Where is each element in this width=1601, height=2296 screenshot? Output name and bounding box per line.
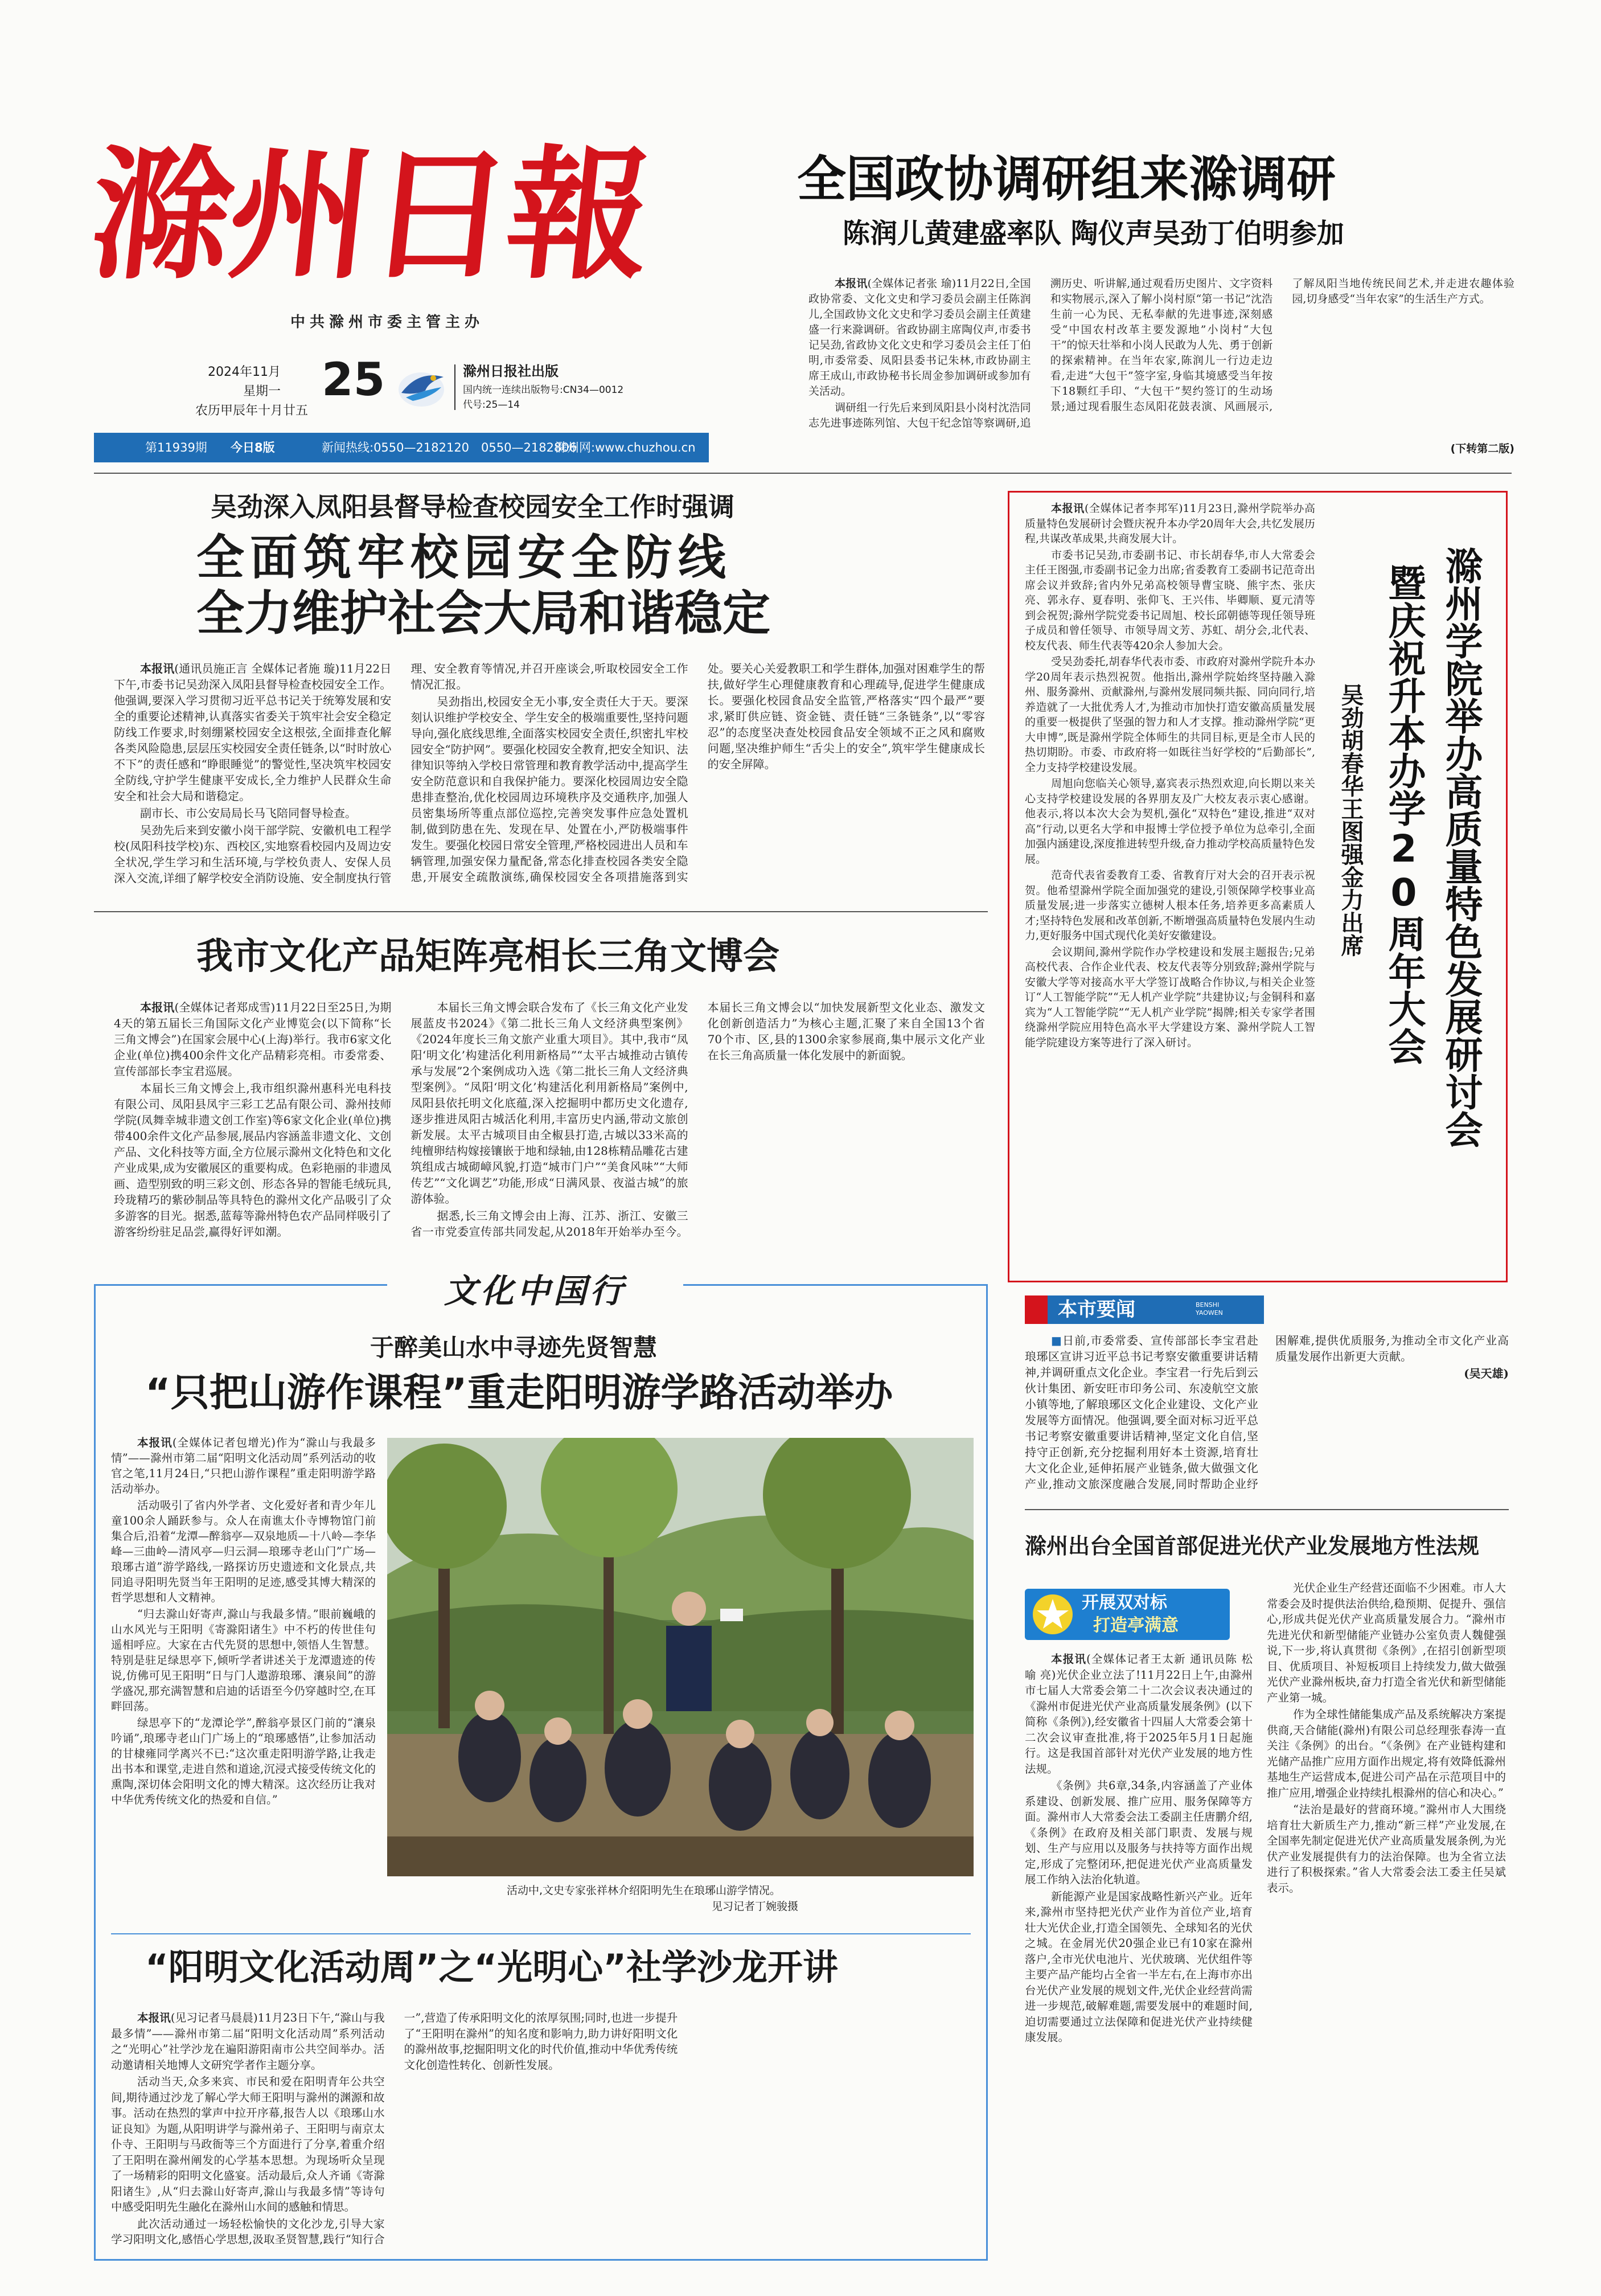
badge-line1: 开展双对标 [1082,1593,1167,1613]
safety-title-line2: 全力维护社会大局和谐稳定 [196,585,771,641]
photo-credit: 见习记者丁婉骏摄 [712,1900,799,1913]
culture-kicker: 于醉美山水中寻迹先贤智慧 [370,1334,658,1362]
culture-photo [387,1438,974,1876]
masthead-date-block [195,353,696,421]
college-subtitle: 吴劲胡春华王图强金力出席 [1337,683,1364,957]
solar-body-col1: 本报讯(全媒体记者王太新 通讯员陈 松 喻 亮)光伏企业立法了!11月22日上午,由滁州市七届人大常委会第二十二次会议表决通过的《滁州市促进光伏产业高质量发展条例》(以下简称《条例》),经安徽省十四届人大常委会第十二次会议审查批准,将于2025年5月1日起施行。这是我国首部针对光伏产业发展的地方性法规。 《条例》共6章,34条,内容涵盖了产业体系建设、创新发展、推广应用、服务保障等方面。滁州市人大常委会法工委副主任唐鹏介绍,《条例》在政府及相关部门职责、发展与规划、生产与应用以及服务与扶持等方面作出规定,形成了完整闭环,把促进光伏产业高质量发展工作纳入法治化轨道。 新能源产业是国家战略性新兴产业。近年来,滁州市坚持把光伏产业作为首位产业,培育壮大光伏企业,打造全国领先、全球知名的光伏之城。在金屑光伏20强企业已有10家在滁州落户,全市光伏电池片、光伏玻璃、光伏组件等主要产品产能均占全省一半左右,在上海市亦出台光伏产业发展的规划文件,光伏企业经营尚需进一步规范,破解难题,需要发展中的难题时间,迫切需要通过立法保障和促进光伏产业持续健康发展。 [1025,1653,1253,2044]
photo-caption: 活动中,文史专家张祥林介绍阳明先生在琅琊山游学情况。 [507,1884,781,1897]
masthead-title: 滁州日報 [82,131,656,298]
college-title-col1: 滁州学院举办高质量特色发展研讨会 [1439,547,1483,1148]
postal-code: 代号:25—14 [463,399,520,411]
culture-body: 本报讯(全媒体记者包增光)作为“滁山与我最多情”——滁州市第二届“阳明文化活动周”系列活动的收官之笔,11月24日,“只把山游作课程”重走阳明游学路活动举办。 活动吸引了省内外学者、文化爱好者和青少年儿童100余人踊跃参与。众人在南谯太仆寺博物馆门前集合后,沿着“龙潭—醉翁亭—双泉地质—十八岭—李华峰—三曲岭—清风亭—归云洞—琅琊寺老山门”广场—琅琊古道”游学路线,一路探访历史遗迹和文化景点,共同追寻阳明先贤当年王阳明的足迹,感受其博大精深的哲学思想和人文精神。 “归去滁山好寄声,滁山与我最多情。”眼前巍峨的山水风光与王阳明《寄滁阳诸生》中不朽的传世佳句遥相呼应。大家在古代先贤的思想中,领悟人生智慧。特别是驻足绿思亭下,倾听学者讲述关于龙潭遗迹的传说,仿佛可见王阳明“日与门人遨游琅琊、瀼泉间”的游学盛况,那充满智慧和启迪的话语至今仍穿越时空,在耳畔回荡。 绿思亭下的“龙潭论学”,醉翁亭景区门前的“瀼泉吟诵”,琅琊寺老山门广场上的“琅琊感悟”,让参加活动的甘棣雍同学离兴不已:“这次重走阳明游学路,让我走出书本和课堂,走进自然和道途,沉浸式接受传统文化的熏陶,深切体会阳明文化的博大精深。这次经历让我对中华优秀传统文化的热爱和自信。” [111,1436,376,1806]
top-story-title: 全国政协调研组来滁调研 [797,151,1336,208]
date-lunar: 农历甲辰年十月廿五 [195,404,309,418]
salon-body: 本报讯(见习记者马晨晨)11月23日下午,“滁山与我最多情”——滁州市第二届“阳明文化活动周”系列活动之“光明心”社学沙龙在遍阳游阳南市公共空间举办。活动邀请相关地博人文研究学者作主题分享。 活动当天,众多来宾、市民和爱在阳明青年公共空间,期待通过沙龙了解心学大师王阳明与滁州的渊源和故事。活动在热烈的掌声中拉开序幕,报告人以《琅琊山水证良知》为题,从阳明讲学与滁州弟子、王阳明与南京太仆寺、王阳明与马政衙等三个方面进行了分享,着重介绍了王阳明在滁州阐发的心学基本思想。为现场听众呈现了一场精彩的阳明文化盛宴。活动最后,众人齐诵《寄滁阳诸生》,从“归去滁山好寄声,滁山与我最多情”等诗句中感受阳明先生融化在滁州山水间的感触和情思。 此次活动通过一场轻松愉快的文化沙龙,引导大家学习阳明文化,感悟心学思想,汲取圣贤智慧,践行“知行合一”,营造了传承阳明文化的浓厚氛围;同时,也进一步提升了“王阳明在滁州”的知名度和影响力,助力讲好阳明文化的滁州故事,挖掘阳明文化的时代价值,推动中华优秀传统文化创造性转化、创新性发展。 [111,2011,678,2246]
continued-note: (下转第二版) [1450,442,1514,455]
date-weekday: 星期一 [243,384,281,399]
page-count: 今日8版 [231,441,275,454]
publisher: 滁州日报社出版 [463,363,559,379]
masthead-org: 中共滁州市委主管主办 [290,314,485,331]
website: 滁州网:www.chuzhou.cn [555,441,696,454]
local-news-icon [1025,1295,1048,1324]
date-year-month: 2024年11月 [208,365,281,379]
top-story-body: 本报讯(全媒体记者张 瑜)11月22日,全国政协常委、文化文史和学习委员会副主任陈润儿,全国政协文化文史和学习委员会副主任黄建盛一行来滁调研。省政协副主席陶仪声,市委书记吴劲,省政协文化文史和学习委员会主任丁伯明,市委常委、凤阳县委书记朱林,市政协副主席王成山,市政协秘书长周金参加调研或参加有关活动。 调研组一行先后来到凤阳县小岗村沈浩同志先进事迹陈列馆、大包干纪念馆等察调研,追溯历史、听讲解,通过观看历史图片、文字资料和实物展示,深入了解小岗村原“第一书记”沈浩生前一心为民、无私奉献的先进事迹,深刻感受“中国农村改革主要发源地”小岗村“大包干”的惊天壮举和小岗人民敢为人先、勇于创新的探索精神。在当年农家,陈润儿一行边走边看,走进“大包干”签字室,身临其境感受当年按下18颗红手印、“大包干”契约签订的生动场景;通过现看服生态凤阳花鼓表演、风画展示,了解凤阳当地传统民间艺术,并走进农趣体验园,切身感受“当年农家”的生活生产方式。 [808,277,1514,429]
solar-title: 滁州出台全国首部促进光伏产业发展地方性法规 [1025,1534,1480,1559]
culture-title: “只把山游作课程”重走阳明游学路活动举办 [145,1371,893,1416]
salon-title: “阳明文化活动周”之“光明心”社学沙龙开讲 [145,1946,838,1988]
publication-number: 国内统一连续出版物号:CN34—0012 [463,384,624,396]
solar-body-col2: 光伏企业生产经营还面临不少困难。市人大常委会及时提供法治供给,稳预期、促提升、强信心,形成共促光伏产业高质量发展合力。“滁州市先进光伏和新型储能产业链办公室负责人魏健强说,下一步,将认真贯彻《条例》,在招引创新型项目、优质项目、补短板项目上持续发力,做大做强光伏产业滁州板块,奋力打造全省光伏和新型储能产业第一城。 作为全球性储能集成产品及系统解决方案提供商,天合储能(滁州)有限公司总经理张春涛一直关注《条例》的出台。“《条例》在产业链构建和光储产品推广应用方面作出规定,将有效降低滁州基地生产运营成本,促进公司产品在示范项目中的推广应用,增强企业持续扎根滁州的信心和决心。” “法治是最好的营商环境。”滁州市人大围绕培育壮大新质生产力,推动“新三样”产业发展,在全国率先制定促进光伏产业高质量发展条例,为光伏产业发展提供有力的法治保障。也为全省立法进行了积极探索。”省人大常委会法工委主任吴斌表示。 [1267,1581,1506,1895]
college-title-col2: 暨庆祝升本办学20周年大会 [1382,564,1426,1065]
safety-body: 本报讯(通讯员施正言 全媒体记者施 璇)11月22日下午,市委书记吴劲深入凤阳县督导检查校园安全工作。他强调,要深入学习贯彻习近平总书记关于统筹发展和安全的重要论述精神,认真落实省委关于筑牢社会安全稳定防线工作要求,时刻绷紧校园安全这根弦,全面排查化解各类风险隐患,层层压实校园安全责任链条,以“时时放心不下”的责任感和“睁眼睡觉”的警觉性,坚决筑牢校园安全防线,守护学生健康平安成长,全力维护人民群众生命安全和社会大局和谐稳定。 副市长、市公安局局长马飞陪同督导检查。 吴劲先后来到安徽小岗干部学院、安徽机电工程学校(凤阳科技学校)东、西校区,实地察看校园内及周边安全状况,学生学习和生活环境,与学校负责人、安保人员深入交流,详细了解学校安全消防设施、安全制度执行管理、安全教育等情况,并召开座谈会,听取校园安全工作情况汇报。 吴劲指出,校园安全无小事,安全责任大于天。要深刻认识维护学校安全、学生安全的极端重要性,坚持问题导向,强化底线思维,全面落实校园安全责任,织密扎牢校园安全“防护网”。要强化校园安全教育,把安全知识、法律知识等纳入学校日常管理和教育教学活动中,提高学生安全防范意识和自我保护能力。要深化校园周边安全隐患排查整治,优化校园周边环境秩序及交通秩序,加强人员密集场所等重点部位巡控,完善突发事件应急处置机制,做到防患在先、发现在早、处置在小,严防极端事件发生。要强化校园日常安全管理,严格校园进出人员和车辆管理,加强安保力量配备,常态化排查校园各类安全隐患,开展安全疏散演练,确保校园安全各项措施落到实处。要关心关爱教职工和学生群体,加强对困难学生的帮扶,做好学生心理健康教育和心理疏导,促进学生健康成长。要强化校园食品安全监管,严格落实“四个最严”要求,紧盯供应链、资金链、责任链“三条链条”,以“零容忍”的态度坚决查处校园食品安全领域不正之风和腐败问题,坚决维护师生“舌尖上的安全”,筑牢学生健康成长的安全屏障。 [114,662,985,885]
expo-body: 本报讯(全媒体记者郑成雪)11月22日至25日,为期4天的第五届长三角国际文化产业博览会(以下简称“长三角文博会”)在国家会展中心(上海)举行。我市6家文化企业(单位)携400余件文化产品精彩亮相。市委常委、宣传部部长李宝君巡展。 本届长三角文博会上,我市组织滁州惠科光电科技有限公司、凤阳县凤宇三彩工艺品有限公司、滁州技师学院(凤舞幸城非遗文创工作室)等6家文化企业(单位)携带400余件文化产品参展,展品内容涵盖非遗文化、文创产品、文化科技等方面,全方位展示滁州文化特色和文化产业成果,成为安徽展区的重要构成。色彩艳丽的非遗凤画、造型别致的明三彩文创、形态各异的智能毛绒玩具,玲珑精巧的紫砂制品等具特色的滁州文化产品吸引了众多游客的目光。据悉,蓝莓等滁州特色农产品同样吸引了游客纷纷驻足品尝,赢得好评如潮。 本届长三角文博会联合发布了《长三角文化产业发展蓝皮书2024》《第二批长三角人文经济典型案例》《2024年度长三角文旅产业重大项目》。其中,我市“凤阳‘明文化’构建活化利用新格局”“太平古城推动古镇传承与发展”2个案例成功入选《第二批长三角人文经济典型案例》。“凤阳‘明文化’构建活化利用新格局”案例中,凤阳县依托明文化底蕴,深入挖掘明中都历史文化遗存,逐步推进凤阳古城活化利用,丰富历史内涵,带动文旅创新发展。太平古城项目由全椒县打造,古城以33米高的纯檀卵结构嫁接镶嵌于地和绿轴,由128栋精品雕花古建筑组成古城砌嶂风貌,打造“城市门户”“美食风味”“大师传艺”“文化调艺”功能,形成“日满风景、夜溢古城”的旅游体验。 据悉,长三角文博会由上海、江苏、浙江、安徽三省一市党委宣传部共同发起,从2018年开始举办至今。本届长三角文博会以“加快发展新型文化业态、激发文化创新创造活力”为核心主题,汇聚了来自全国13个省70个市、区,县的1300余家参展商,集中展示文化产业在长三角高质量一体化发展中的新面貌。 [114,1001,985,1239]
hotline: 新闻热线:0550—2182120 0550—2182806 [322,441,577,454]
local-news-header: 本市要闻 BENSHI YAOWEN [1025,1295,1264,1324]
safety-title-line1: 全面筑牢校园安全防线 [196,530,732,585]
college-body: 本报讯(全媒体记者李邦军)11月23日,滁州学院举办高质量特色发展研讨会暨庆祝升本办学20周年大会,共忆发展历程,共谋改革成果,共商发展大计。 市委书记吴劲,市委副书记、市长胡春华,市人大常委会主任王图强,市委副书记金力出席;省委教育工委副书记范奇出席会议并致辞;省内外兄弟高校领导曹宝晓、熊宇杰、张庆亮、郭永存、夏春明、张仰飞、王兴伟、毕卿顺、夏元清等到会祝贺;滁州学院党委书记周旭、校长邱朝德等现任领导班子成员和曾任领导、市领导周文芳、苏虹、胡分会,北代表、校友代表、师生代表等420余人参加大会。 受吴劲委托,胡春华代表市委、市政府对滁州学院升本办学20周年表示热烈祝贺。他指出,滁州学院始终坚持融入滁州、服务滁州、贡献滁州,与滁州发展同频共振、同向同行,培养造就了一大批优秀人才,为推动市加快打造安徽高质量发展的重要一极提供了坚强的智力和人才支撑。推动滁州学院“更大申博”,既是滁州学院全体师生的共同目标,更是全市人民的热切期盼。市委、市政府将一如既往当好学校的“后勤部长”,全力支持学校建设发展。 周旭向您临关心领导,嘉宾表示热烈欢迎,向长期以来关心支持学校建设发展的各界朋友及广大校友表示衷心感谢。他表示,将以本次大会为契机,强化“双特色”建设,推进“双对高”行动,以更名大学和申报博士学位授予单位为总牵引,全面加强内涵建设,深度推进转型升级,奋力推动学校高质量特色发展。 范奇代表省委教育工委、省教育厅对大会的召开表示祝贺。他希望滁州学院全面加强党的建设,引领保障学校事业高质量发展;进一步落实立德树人根本任务,培养更多高素质人才;坚持特色发展和改革创新,不断增强高质量特色发展内生动力,更好服务中国式现代化美好安徽建设。 会议期间,滁州学院作办学校建设和发展主题报告;兄弟高校代表、合作企业代表、校友代表等分别致辞;滁州学院与安徽大学等对接高水平大学签订战略合作协议,与相关企业签订“人工智能学院”“无人机产业学院”共建协议;与金铜科和嘉宾为“人工智能学院”“无人机产业学院”揭牌;相关专家学者围绕滁州学院应用特色高水平大学建设方案、滁州学院人工智能学院建设方案等进行了深入研讨。 [1025,502,1315,1049]
star-icon [1032,1593,1074,1635]
safety-kicker: 吴劲深入凤阳县督导检查校园安全工作时强调 [211,491,734,522]
date-day: 25 [322,353,385,406]
solar-badge [1025,1589,1230,1640]
badge-line2: 打造亭满意 [1093,1616,1179,1635]
masthead-info-bar [94,433,709,462]
expo-title: 我市文化产品矩阵亮相长三角文博会 [196,936,779,978]
culture-banner: 文化中国行 [387,1271,683,1311]
top-story-subtitle: 陈润儿黄建盛率队 陶仪声吴劲丁伯明参加 [843,218,1344,249]
issue-number: 第11939期 [145,441,207,454]
logo-icon [396,364,447,410]
local-news-header-en: BENSHI YAOWEN [1196,1301,1223,1317]
local-news-body: ■日前,市委常委、宣传部部长李宝君赴琅琊区宣讲习近平总书记考察安徽重要讲话精神,并调研重点文化企业。李宝君一行先后到云伙计集团、新安旺市印务公司、东凌航空文旅小镇等地,了解琅琊区文化企业建设、文化产业发展等方面情况。他强调,要全面对标习近平总书记考察安徽重要讲话精神,坚定文化自信,坚持守正创新,充分挖掘利用好本土资源,培育壮大文化企业,延伸拓展产业链条,做大做强文化产业,推动文旅深度融合发展,同时帮助企业纾困解难,提供优质服务,为推动全市文化产业高质量发展作出新更大贡献。 (吴天雄) [1025,1334,1509,1491]
